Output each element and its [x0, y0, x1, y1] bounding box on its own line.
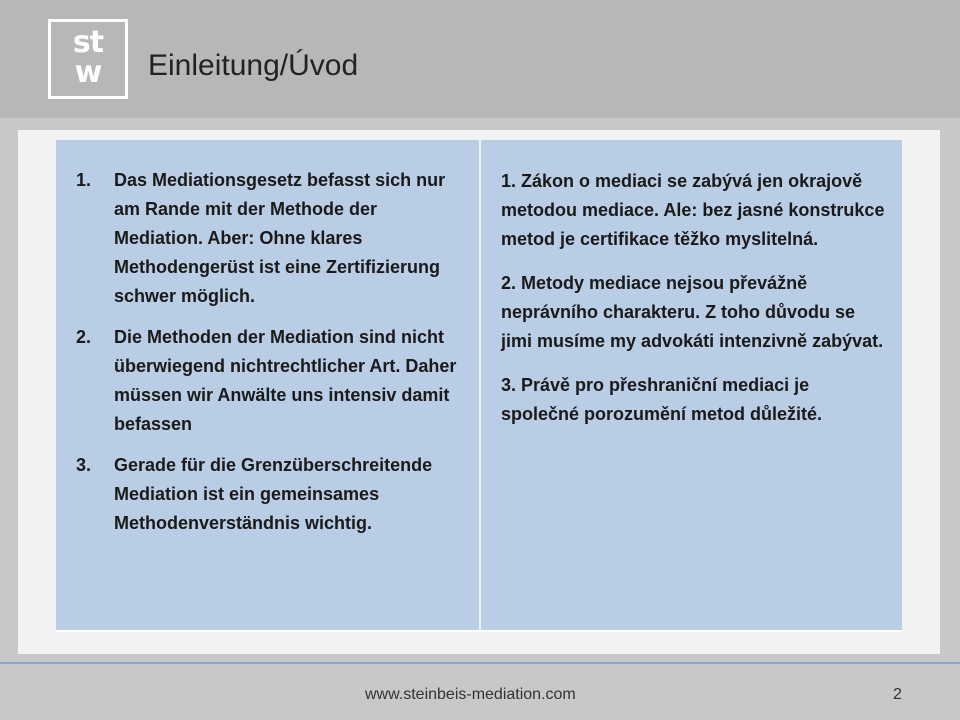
footer-url: www.steinbeis-mediation.com: [365, 686, 576, 703]
german-item-number: 2.: [76, 327, 92, 347]
slide-title: Einleitung/Úvod: [148, 49, 359, 82]
german-item-number: 3.: [76, 455, 92, 475]
german-item-text: Die Methoden der Mediation sind nicht überwiegend nichtrechtlicher Art. Daher müssen wir Anwälte uns intensiv damit befassen: [114, 327, 457, 434]
czech-item-3: 3. Právě pro přeshraniční mediaci je společné porozumění metod důležité.: [501, 375, 823, 424]
german-item-3: [76, 451, 465, 538]
czech-item-2: 2. Metody mediace nejsou převážně neprávního charakteru. Z toho důvodu se jimi musíme my advokáti intenzivně zabývat.: [501, 273, 884, 351]
footer-divider: [0, 662, 960, 664]
czech-item-1: 1. Zákon o mediaci se zabývá jen okrajově metodou mediace. Ale: bez jasné konstrukce metod je certifikace těžko myslitelná.: [501, 171, 885, 249]
logo-text-top: st: [72, 25, 104, 60]
bilingual-table: [56, 140, 902, 632]
german-item-number: 1.: [76, 170, 92, 190]
czech-column: [481, 140, 902, 630]
german-column: [56, 140, 479, 630]
german-item-2: [76, 323, 465, 439]
german-item-1: [76, 166, 465, 311]
logo-text-bottom: w: [74, 55, 102, 90]
german-item-text: Das Mediationsgesetz befasst sich nur am Rande mit der Methode der Mediation. Aber: Ohne klares Methodengerüst ist eine Zertifizierung schwer möglich.: [114, 170, 446, 306]
german-item-text: Gerade für die Grenzüberschreitende Mediation ist ein gemeinsames Methodenverständnis wichtig.: [114, 455, 433, 533]
german-list: [76, 166, 465, 538]
page-number: 2: [893, 686, 902, 703]
stw-logo: [48, 19, 128, 99]
slide-header: [0, 0, 960, 118]
